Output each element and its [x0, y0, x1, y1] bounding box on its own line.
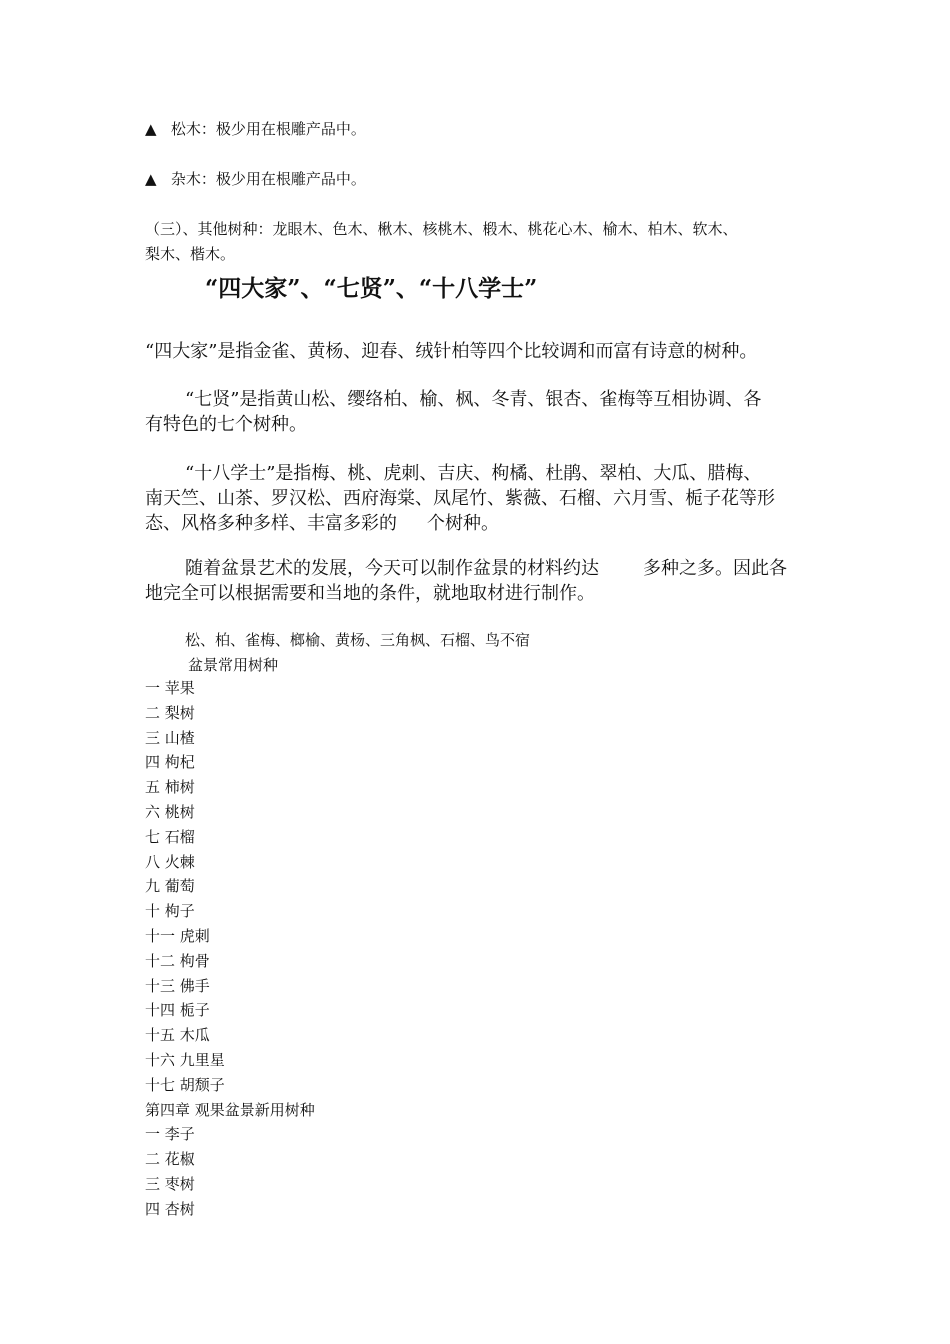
species-line: 松、柏、雀梅、榔榆、黄杨、三角枫、石榴、鸟不宿 [185, 631, 531, 649]
triangle-bullet-icon: ▲ [145, 120, 157, 138]
paragraph-development-line-1 [185, 554, 787, 580]
list-item: 五 柿树 [145, 778, 195, 797]
list-item: 十五 木瓜 [145, 1026, 210, 1045]
list-item: 十七 胡颓子 [145, 1075, 225, 1094]
bullet-item-pine [145, 118, 366, 139]
paragraph-development-line-2: 地完全可以根据需要和当地的条件，就地取材进行制作。 [145, 583, 595, 604]
paragraph-text: 态、风格多种多样、丰富多彩的 [145, 513, 397, 534]
list-item: 三 山楂 [145, 728, 195, 747]
paragraph-text: 随着盆景艺术的发展，今天可以制作盆景的材料约达 [185, 558, 599, 579]
list-item: 十二 枸骨 [145, 951, 210, 970]
list-title: 盆景常用树种 [188, 656, 279, 674]
paragraph-sidajia: “四大家”是指金雀、黄杨、迎春、绒针柏等四个比较调和而富有诗意的树种。 [145, 341, 758, 362]
list-item: 七 石榴 [145, 827, 195, 846]
list-item: 十三 佛手 [145, 976, 210, 995]
paragraph-qixian-line-2: 有特色的七个树种。 [145, 414, 307, 435]
list-item: 二 梨树 [145, 703, 195, 722]
list-item: 十 枸子 [145, 902, 195, 921]
list-item: 九 葡萄 [145, 877, 195, 896]
tree-species-list [145, 676, 315, 1222]
bullet-item-mixed-wood [145, 168, 366, 189]
triangle-bullet-icon: ▲ [145, 170, 157, 188]
list-item: 一 李子 [145, 1125, 195, 1144]
list-item: 十六 九里星 [145, 1050, 225, 1069]
section-heading: “四大家”、“七贤”、“十八学士” [205, 275, 538, 302]
bullet-text: 松木：极少用在根雕产品中。 [170, 120, 366, 138]
paragraph-qixian-line-1: “七贤”是指黄山松、缨络柏、榆、枫、冬青、银杏、雀梅等互相协调、各 [185, 389, 762, 410]
chapter-title: 第四章 观果盆景新用树种 [145, 1100, 315, 1119]
paragraph-text: 个树种。 [427, 513, 499, 534]
other-species-line-2: 梨木、楷木。 [145, 245, 236, 263]
other-species-line-1: （三）、其他树种：龙眼木、色木、楸木、核桃木、椴木、桃花心木、榆木、柏木、软木、 [145, 220, 738, 238]
paragraph-shibaxueshi-line-2: 南天竺、山茶、罗汉松、西府海棠、凤尾竹、紫薇、石榴、六月雪、栀子花等形 [145, 488, 775, 509]
list-item: 十四 栀子 [145, 1001, 210, 1020]
paragraph-shibaxueshi-line-3 [145, 509, 499, 535]
list-item: 二 花椒 [145, 1150, 195, 1169]
bullet-text: 杂木：极少用在根雕产品中。 [170, 170, 366, 188]
list-item: 四 枸杞 [145, 753, 195, 772]
paragraph-shibaxueshi-line-1: “十八学士”是指梅、桃、虎刺、吉庆、枸橘、杜鹃、翠柏、大瓜、腊梅、 [185, 463, 762, 484]
list-item: 十一 虎刺 [145, 926, 210, 945]
list-item: 四 杏树 [145, 1199, 195, 1218]
list-item: 八 火棘 [145, 852, 195, 871]
list-item: 六 桃树 [145, 802, 195, 821]
list-item: 三 枣树 [145, 1174, 195, 1193]
list-item: 一 苹果 [145, 679, 195, 697]
paragraph-text: 多种之多。因此各 [643, 558, 787, 579]
